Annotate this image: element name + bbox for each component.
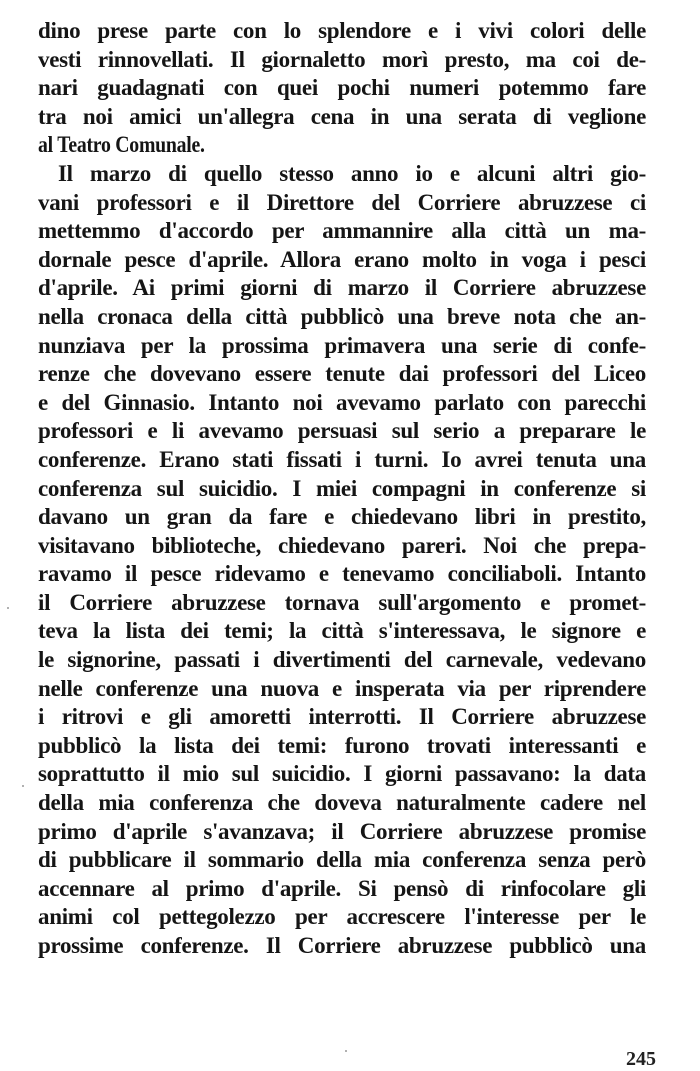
text-line: mettemmo d'accordo per ammannire alla città un ma- <box>38 218 646 244</box>
text-line: renze che dovevano essere tenute dai professori del Liceo <box>38 361 646 387</box>
text-line: di pubblicare il sommario della mia conferenza senza però <box>38 847 646 873</box>
text-line: della mia conferenza che doveva naturalmente cadere nel <box>38 790 646 816</box>
text-line: nelle conferenze una nuova e insperata via per riprendere <box>38 675 646 701</box>
text-line: i ritrovi e gli amoretti interrotti. Il Corriere abruzzese <box>38 704 646 730</box>
text-line: teva la lista dei temi; la città s'interessava, le signore e <box>38 618 646 644</box>
text-line: tra noi amici un'allegra cena in una serata di veglione <box>38 103 646 129</box>
text-line: conferenza sul suicidio. I miei compagni in conferenze si <box>38 475 646 501</box>
text-line: d'aprile. Ai primi giorni di marzo il Corriere abruzzese <box>38 275 646 301</box>
text-line: le signorine, passati i divertimenti del carnevale, vedevano <box>38 647 646 673</box>
scan-speck <box>345 1050 347 1052</box>
page-number: 245 <box>626 1048 656 1070</box>
text-line: vani professori e il Direttore del Corriere abruzzese ci <box>38 189 646 215</box>
text-line: ravamo il pesce ridevamo e tenevamo conciliaboli. Intanto <box>38 561 646 587</box>
text-line: al Teatro Comunale. <box>38 132 205 158</box>
text-line: vesti rinnovellati. Il giornaletto morì presto, ma coi de- <box>38 46 646 72</box>
text-line: soprattutto il mio sul suicidio. I giorni passavano: la data <box>38 761 646 787</box>
scan-speck <box>7 607 9 609</box>
text-line: pubblicò la lista dei temi: furono trovati interessanti e <box>38 732 646 758</box>
text-line: dino prese parte con lo splendore e i vivi colori delle <box>38 18 646 43</box>
paragraph-1 <box>38 17 646 160</box>
scan-speck <box>22 785 24 787</box>
text-line: nari guadagnati con quei pochi numeri potemmo fare <box>38 75 646 101</box>
document-page <box>38 17 646 961</box>
text-line: e del Ginnasio. Intanto noi avevamo parlato con parecchi <box>38 389 646 415</box>
text-line: primo d'aprile s'avanzava; il Corriere abruzzese promise <box>38 818 646 844</box>
text-line: visitavano biblioteche, chiedevano pareri. Noi che prepa- <box>38 532 646 558</box>
text-line: professori e li avevamo persuasi sul serio a preparare le <box>38 418 646 444</box>
text-line: nella cronaca della città pubblicò una breve nota che an- <box>38 303 646 329</box>
text-line: il Corriere abruzzese tornava sull'argomento e promet- <box>38 589 646 615</box>
text-line: nunziava per la prossima primavera una serie di confe- <box>38 332 646 358</box>
text-line: dornale pesce d'aprile. Allora erano molto in voga i pesci <box>38 246 646 272</box>
text-line: accennare al primo d'aprile. Si pensò di rinfocolare gli <box>38 875 646 901</box>
text-line: Il marzo di quello stesso anno io e alcuni altri gio- <box>58 160 646 186</box>
text-line: prossime conferenze. Il Corriere abruzzese pubblicò una <box>38 933 646 958</box>
text-line: davano un gran da fare e chiedevano libri in prestito, <box>38 504 646 530</box>
text-line: animi col pettegolezzo per accrescere l'interesse per le <box>38 904 646 930</box>
paragraph-2 <box>38 160 646 961</box>
text-line: conferenze. Erano stati fissati i turni. Io avrei tenuta una <box>38 446 646 472</box>
